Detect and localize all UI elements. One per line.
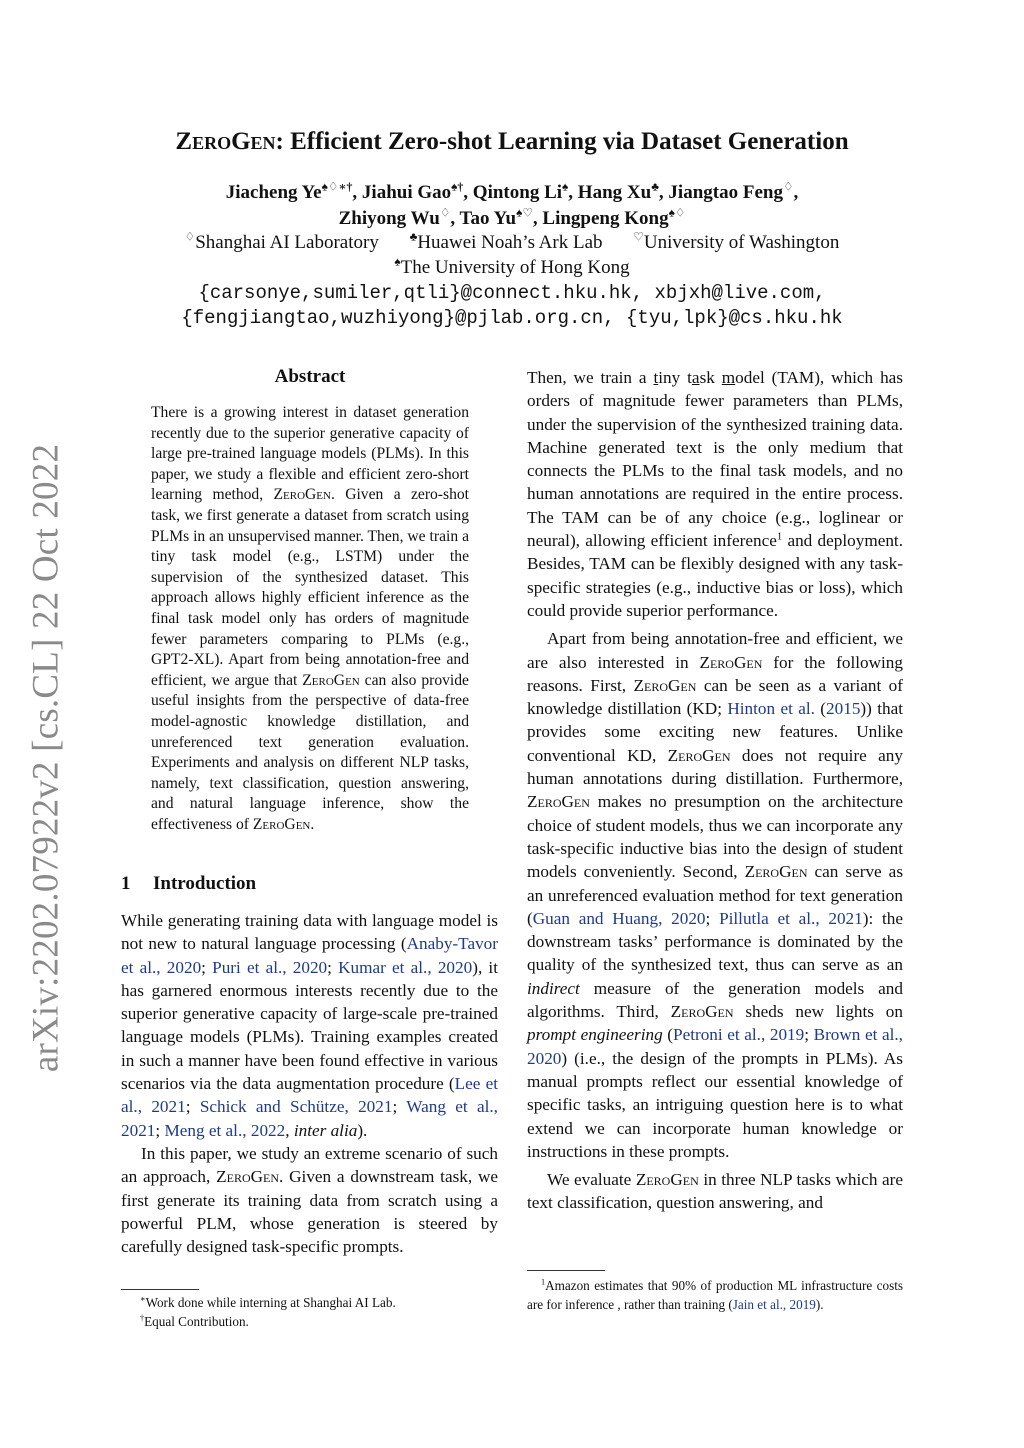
title-system-name: ZeroGen (175, 128, 276, 155)
system-name: ZeroGen (633, 675, 697, 695)
paragraph-text: ). (357, 1120, 368, 1140)
system-name: ZeroGen (527, 792, 590, 812)
paragraph-text: ; (155, 1120, 165, 1140)
right-column-body (527, 366, 903, 1215)
citation-link[interactable]: Jain et al., 2019 (732, 1297, 816, 1312)
author-affil-mark: ♢ (782, 180, 794, 194)
paragraph-text: ( (662, 1025, 674, 1045)
system-name: ZeroGen (273, 486, 331, 504)
author-emails (0, 281, 1024, 331)
paragraph-text: iny (658, 368, 688, 387)
paragraph-text: t (687, 368, 692, 387)
author-name: Jiacheng Ye (225, 182, 322, 203)
citation-link[interactable]: 2015 (826, 699, 861, 719)
paragraph-text: ), it has garnered enormous interests recently due to the superior generative capacity of large-scale pre-trained language models (PLMs). Training examples created in such a manner have been found effective in various scenarios via the data augmentation procedure ( (121, 957, 498, 1094)
title-rest: : Efficient Zero-shot Learning via Dataset Generation (275, 128, 849, 155)
abstract-heading: Abstract (274, 366, 346, 387)
footnote-mark: 1 (541, 1277, 546, 1287)
footnote-ref[interactable]: 1 (776, 531, 783, 543)
paragraph-text: for the following reasons. First, (527, 652, 903, 695)
paragraph-text: makes no presumption on the architecture choice of student models, thus we can incorporate any task-specific inductive bias into the design of student models conveniently. Second, (527, 792, 903, 882)
citation-link[interactable]: Puri et al., 2020 (212, 957, 328, 977)
citation-link[interactable]: Anaby-Tavor et al., 2020 (121, 934, 498, 977)
underlined-letter: t (653, 368, 659, 387)
italic-text: indirect (527, 978, 580, 998)
paragraph-text: While generating training data with language model is not new to natural language processing ( (121, 911, 498, 954)
paragraph (527, 627, 903, 1163)
abstract-text: . Given a zero-shot task, we first generate a dataset from scratch using PLMs in an unsupervised manner. Then, we train a tiny task model (e.g., LSTM) under the supervision of the synthesized dataset. This approach allows highly efficient inference as the final task model only has orders of magnitude fewer parameters comparing to PLMs (e.g., GPT2-XL). Apart from being annotation-free and efficient, we argue that (151, 486, 469, 689)
system-name: ZeroGen (699, 652, 763, 672)
paragraph-text: ; (705, 908, 720, 928)
author-affil-mark: ♠♡ (516, 206, 533, 220)
section-heading-introduction (121, 873, 256, 895)
system-name: ZeroGen (302, 671, 360, 689)
email-line: {fengjiangtao,wuzhiyong}@pjlab.org.cn, {tyu,lpk}@cs.hku.hk (181, 307, 843, 329)
author-name: Jiahui Gao (361, 182, 452, 203)
system-name: ZeroGen (667, 745, 731, 765)
author-affil-mark: ♣ (651, 180, 659, 194)
footnote-divider (527, 1270, 605, 1271)
paragraph-text: We evaluate (547, 1170, 636, 1190)
paragraph-text: sk (699, 368, 722, 387)
abstract-text: There is a growing interest in dataset generation recently due to the superior generative capacity of large pre-trained language models (PLMs). In this paper, we study a flexible and efficient zero-short learning method, (151, 404, 469, 504)
paragraph-text: sheds new lights on (733, 1002, 903, 1022)
affiliation-name: Shanghai AI Laboratory (195, 232, 379, 253)
affiliation-line-1 (0, 230, 1024, 255)
paragraph-text: ( (814, 699, 827, 719)
citation-link[interactable]: Brown et al., 2020 (527, 1025, 903, 1068)
abstract-text: can also provide useful insights from the perspective of data-free model-agnostic knowledge distillation, and unreferenced text generation evaluation. Experiments and analysis on different NLP tasks, namely, text classification, question answering, and natural language inference, show the effectiveness of (151, 671, 469, 833)
system-name: ZeroGen (744, 862, 808, 882)
paragraph-text: )) that provides some exciting new features. Unlike conventional KD, (527, 699, 903, 765)
paragraph-text: In this paper, we study an extreme scenario of such an approach, (121, 1143, 498, 1187)
footnote-text: Amazon estimates that 90% of production ML infrastructure costs are for inference , rather than training ( (527, 1278, 903, 1312)
citation-link[interactable]: Pillutla et al., 2021 (719, 908, 863, 928)
footnote (140, 1293, 500, 1312)
affiliations (0, 230, 1024, 280)
system-name: ZeroGen (670, 1002, 734, 1022)
abstract-text: . (310, 815, 315, 833)
paragraph-text: ) (i.e., the design of the prompts in PLMs). As manual prompts reflect our essential knowledge of specific tasks, an intriguing question here is to what extend we can incorporate human knowledge or instructions in these prompts. (527, 1048, 903, 1161)
affiliation-mark: ♣ (409, 230, 418, 244)
email-line: {carsonye,sumiler,qtli}@connect.hku.hk, xbjxh@live.com, (198, 282, 826, 304)
author-affil-mark: ♢ (439, 206, 451, 220)
affiliation-mark: ♢ (184, 230, 196, 244)
paragraph-text: odel (TAM), which has orders of magnitude fewer parameters than PLMs, under the supervision of the synthesized training data. Machine generated text is the only medium that connects the PLMs to the final task models, and no human annotations are required in the entire process. The TAM can be of any choice (e.g., loglinear or neural), allowing efficient inference (527, 368, 903, 551)
footnote-text: ). (815, 1297, 824, 1312)
paragraph-text: ): the downstream tasks’ performance is dominated by the quality of the synthesized text, thus can serve as an (527, 908, 903, 975)
footnote-text: Equal Contribution. (144, 1314, 249, 1329)
author-affil-mark: ♠† (451, 180, 464, 194)
affiliation-mark: ♡ (633, 230, 644, 244)
arxiv-id: arXiv:2202.07922v2 [cs.CL] 22 Oct 2022 (25, 443, 67, 1073)
paragraph-text: Then, we train a (527, 368, 654, 387)
left-column-body (121, 909, 498, 1258)
citation-link[interactable]: Wang et al., 2021 (121, 1097, 498, 1140)
affiliation-mark: ♠ (394, 255, 401, 269)
paragraph (121, 1142, 498, 1258)
paragraph-text: Apart from being annotation-free and efficient, we are also interested in (527, 629, 903, 672)
paragraph-text: does not require any human annotations during distillation. Furthermore, (527, 745, 903, 789)
footnote (140, 1312, 500, 1331)
footnote-divider (121, 1289, 199, 1290)
footnote-text: Work done while interning at Shanghai AI Lab. (145, 1295, 396, 1310)
section-title: Introduction (153, 873, 257, 894)
citation-link[interactable]: Schick and Schütze, 2021 (199, 1097, 393, 1117)
author-affil-mark: ♠♢∗† (321, 180, 353, 194)
citation-link[interactable]: Lee et al., 2021 (121, 1074, 498, 1117)
footnotes-left (140, 1293, 500, 1331)
citation-link[interactable]: Meng et al., 2022 (164, 1120, 286, 1140)
paragraph (527, 1168, 903, 1215)
citation-link[interactable]: Petroni et al., 2019 (673, 1025, 805, 1045)
author-name: Qintong Li (472, 182, 563, 203)
footnote-right (527, 1276, 903, 1314)
citation-link[interactable]: Hinton et al. (727, 699, 815, 719)
italic-text: prompt engineering (527, 1025, 663, 1045)
paragraph-text: ; (327, 957, 339, 977)
paragraph-text: can be seen as a variant of knowledge distillation (KD; (527, 675, 903, 719)
paragraph-text: in three NLP tasks which are text classification, question answering, and (527, 1170, 903, 1213)
abstract-body (151, 403, 469, 835)
paragraph-text: ; (392, 1097, 407, 1117)
footnote-mark: ∗ (140, 1294, 146, 1304)
paragraph-text: measure of the generation models and algorithms. Third, (527, 978, 903, 1022)
author-line-2: Zhiyong Wu♢, Tao Yu♠♡, Lingpeng Kong♠♢ (338, 206, 686, 229)
arxiv-sidebar-stamp (22, 443, 70, 1073)
author-line-1: Jiacheng Ye♠♢∗†, Jiahui Gao♠†, Qintong Li♠, Hang Xu♣, Jiangtao Feng♢, (225, 180, 799, 203)
system-name: ZeroGen (635, 1170, 699, 1190)
paragraph (527, 366, 903, 622)
footnote-mark: † (140, 1313, 145, 1323)
paragraph-text: can serve as an unreferenced evaluation method for text generation ( (527, 862, 904, 928)
citation-link[interactable]: Kumar et al., 2020 (338, 957, 473, 977)
paragraph (121, 909, 498, 1142)
system-name: ZeroGen (252, 815, 311, 833)
author-name: Zhiyong Wu (338, 208, 440, 229)
affiliation-name: The University of Hong Kong (400, 257, 630, 278)
paragraph-text: and deployment. Besides, TAM can be flexibly designed with any task-specific strategies (e.g., inductive bias or loss), which could provide superior performance. (527, 531, 903, 620)
author-affil-mark: ♠ (562, 180, 569, 194)
author-affil-mark: ♠♢ (668, 206, 686, 220)
paper-title (0, 128, 1024, 156)
underlined-letter: m (721, 368, 736, 387)
author-list (0, 180, 1024, 232)
paragraph-text: . Given a downstream task, we first generate its training data from scratch using a powerful PLM, whose generation is steered by carefully designed task-specific prompts. (121, 1167, 498, 1257)
author-name: Hang Xu (577, 182, 652, 203)
paragraph-text: ; (201, 957, 213, 977)
author-name: Lingpeng Kong (542, 208, 669, 229)
italic-text: inter alia (293, 1120, 358, 1140)
paragraph-text: , (285, 1120, 294, 1140)
author-name: Tao Yu (459, 208, 517, 229)
affiliation-name: Huawei Noah’s Ark Lab (417, 232, 603, 253)
system-name: ZeroGen (216, 1167, 280, 1187)
section-number: 1 (121, 873, 131, 894)
paragraph-text: ; (804, 1025, 814, 1045)
underlined-letter: a (691, 368, 700, 387)
author-name: Jiangtao Feng (668, 182, 783, 203)
affiliation-line-2 (0, 255, 1024, 280)
affiliation-name: University of Washington (643, 232, 840, 253)
citation-link[interactable]: Guan and Huang, 2020 (532, 908, 706, 928)
paragraph-text: ; (185, 1097, 200, 1117)
